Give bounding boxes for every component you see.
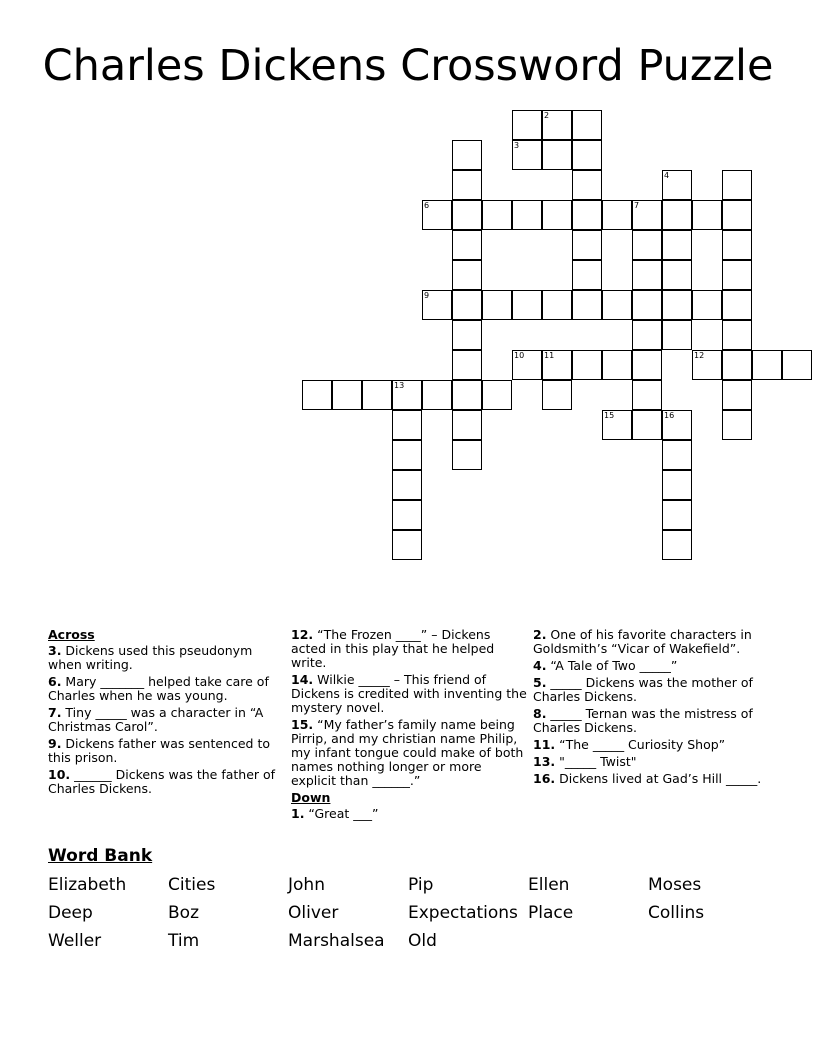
clue-number: 12: [694, 351, 705, 360]
clue-number: 10: [514, 351, 525, 360]
grid-cell[interactable]: [572, 170, 602, 200]
grid-cell[interactable]: [602, 410, 632, 440]
clue-number: 10.: [48, 767, 71, 782]
grid-cell[interactable]: [392, 410, 422, 440]
clue-number: 13: [394, 381, 405, 390]
grid-cell[interactable]: [422, 380, 452, 410]
grid-cell[interactable]: [722, 260, 752, 290]
clue: [291, 673, 527, 715]
word-bank-word: John: [288, 875, 325, 895]
word-bank-title: Word Bank: [48, 846, 153, 866]
clue: [291, 628, 527, 670]
grid-cell[interactable]: [602, 350, 632, 380]
grid-cell[interactable]: [452, 380, 482, 410]
clue-text: Dickens used this pseudonym when writing.: [48, 643, 253, 672]
grid-cell[interactable]: [632, 200, 662, 230]
grid-cell[interactable]: [662, 200, 692, 230]
clue-text: “My father’s family name being Pirrip, and my christian name Philip, my infant tongue could make of both names nothing longer or more explicit than ______.”: [291, 717, 524, 788]
clues-column-1: [48, 628, 284, 799]
grid-cell[interactable]: [662, 410, 692, 440]
word-bank-word: Marshalsea: [288, 931, 385, 951]
clue: [48, 737, 284, 765]
grid-cell[interactable]: [692, 290, 722, 320]
grid-cell[interactable]: [632, 230, 662, 260]
clue: [533, 755, 769, 769]
clue-number: 6: [424, 201, 430, 210]
grid-cell[interactable]: [632, 410, 662, 440]
word-bank-word: Pip: [408, 875, 434, 895]
grid-cell[interactable]: [572, 200, 602, 230]
grid-cell[interactable]: [572, 290, 602, 320]
grid-cell[interactable]: [452, 200, 482, 230]
grid-cell[interactable]: [662, 470, 692, 500]
grid-cell[interactable]: [422, 290, 452, 320]
word-bank-word: Collins: [648, 903, 705, 923]
word-bank-word: Ellen: [528, 875, 570, 895]
grid-cell[interactable]: [392, 380, 422, 410]
clue: [48, 675, 284, 703]
grid-cell[interactable]: [572, 260, 602, 290]
clue-text: Mary _______ helped take care of Charles when he was young.: [48, 674, 269, 703]
grid-cell[interactable]: [692, 200, 722, 230]
clue-text: _____ Dickens was the mother of Charles Dickens.: [533, 675, 753, 704]
clue: [291, 807, 527, 821]
clue: [48, 768, 284, 796]
clue-number: 7: [634, 201, 640, 210]
grid-cell[interactable]: [482, 290, 512, 320]
grid-cell[interactable]: [452, 170, 482, 200]
clue-text: “The _____ Curiosity Shop”: [555, 737, 726, 752]
clue-number: 11: [544, 351, 555, 360]
grid-cell[interactable]: [662, 320, 692, 350]
grid-cell[interactable]: [632, 290, 662, 320]
down-header: Down: [291, 790, 331, 805]
word-bank-word: Elizabeth: [48, 875, 127, 895]
grid-cell[interactable]: [722, 410, 752, 440]
grid-cell[interactable]: [662, 230, 692, 260]
clue-number: 12.: [291, 627, 314, 642]
grid-cell[interactable]: [362, 380, 392, 410]
grid-cell[interactable]: [722, 380, 752, 410]
grid-cell[interactable]: [602, 290, 632, 320]
clue: [533, 707, 769, 735]
grid-cell[interactable]: [392, 470, 422, 500]
clue-number: 13.: [533, 754, 556, 769]
clue-number: 6.: [48, 674, 62, 689]
grid-cell[interactable]: [662, 500, 692, 530]
grid-cell[interactable]: [752, 350, 782, 380]
word-bank-word: Place: [528, 903, 574, 923]
grid-cell[interactable]: [632, 350, 662, 380]
grid-cell[interactable]: [722, 290, 752, 320]
grid-cell[interactable]: [542, 350, 572, 380]
clue-number: 4: [664, 171, 670, 180]
grid-cell[interactable]: [572, 110, 602, 140]
grid-cell[interactable]: [572, 140, 602, 170]
clue-text: "_____ Twist": [555, 754, 637, 769]
grid-cell[interactable]: [572, 230, 602, 260]
grid-cell[interactable]: [392, 530, 422, 560]
clue-number: 9: [424, 291, 430, 300]
clue-number: 2.: [533, 627, 547, 642]
clue-text: Dickens father was sentenced to this prison.: [48, 736, 271, 765]
clue-number: 7.: [48, 705, 62, 720]
grid-cell[interactable]: [662, 260, 692, 290]
clue-number: 9.: [48, 736, 62, 751]
grid-cell[interactable]: [542, 200, 572, 230]
grid-cell[interactable]: [542, 290, 572, 320]
grid-cell[interactable]: [572, 350, 602, 380]
grid-cell[interactable]: [452, 350, 482, 380]
clue-number: 3.: [48, 643, 62, 658]
clue-number: 2: [544, 111, 550, 120]
clue-number: 3: [514, 141, 520, 150]
clue-text: “A Tale of Two _____”: [546, 658, 678, 673]
grid-cell[interactable]: [392, 500, 422, 530]
clue: [533, 628, 769, 656]
grid-cell[interactable]: [512, 290, 542, 320]
clue-number: 1.: [291, 806, 305, 821]
grid-cell[interactable]: [452, 410, 482, 440]
grid-cell[interactable]: [632, 260, 662, 290]
clue-number: 15.: [291, 717, 314, 732]
across-header: Across: [48, 627, 95, 642]
grid-cell[interactable]: [542, 380, 572, 410]
clue-text: Dickens lived at Gad’s Hill _____.: [555, 771, 762, 786]
grid-cell[interactable]: [722, 350, 752, 380]
grid-cell[interactable]: [542, 140, 572, 170]
grid-cell[interactable]: [722, 230, 752, 260]
grid-cell[interactable]: [452, 260, 482, 290]
word-bank-word: Moses: [648, 875, 702, 895]
word-bank-word: Boz: [168, 903, 199, 923]
clue-number: 16.: [533, 771, 556, 786]
clue-text: _____ Ternan was the mistress of Charles Dickens.: [533, 706, 753, 735]
grid-cell[interactable]: [422, 200, 452, 230]
grid-cell[interactable]: [512, 350, 542, 380]
grid-cell[interactable]: [512, 200, 542, 230]
word-bank-word: Expectations: [408, 903, 518, 923]
grid-cell[interactable]: [662, 530, 692, 560]
grid-cell[interactable]: [542, 110, 572, 140]
clue-text: ______ Dickens was the father of Charles Dickens.: [48, 767, 276, 796]
clue-text: Wilkie _____ – This friend of Dickens is credited with inventing the mystery novel.: [291, 672, 527, 715]
grid-cell[interactable]: [782, 350, 812, 380]
clue-number: 11.: [533, 737, 556, 752]
clue: [533, 676, 769, 704]
clue: [291, 718, 527, 788]
grid-cell[interactable]: [722, 200, 752, 230]
clue: [48, 644, 284, 672]
grid-cell[interactable]: [452, 440, 482, 470]
grid-cell[interactable]: [662, 170, 692, 200]
grid-cell[interactable]: [512, 110, 542, 140]
word-bank-word: Deep: [48, 903, 93, 923]
clue-number: 15: [604, 411, 615, 420]
clue-text: Tiny _____ was a character in “A Christmas Carol”.: [48, 705, 264, 734]
clue: [533, 659, 769, 673]
clues-column-2: [291, 628, 527, 824]
grid-cell[interactable]: [632, 320, 662, 350]
grid-cell[interactable]: [662, 290, 692, 320]
grid-cell[interactable]: [332, 380, 362, 410]
clue-number: 8.: [533, 706, 547, 721]
grid-cell[interactable]: [692, 350, 722, 380]
clue-text: One of his favorite characters in Goldsmith’s “Vicar of Wakefield”.: [533, 627, 752, 656]
word-bank-word: Old: [408, 931, 437, 951]
clue: [533, 738, 769, 752]
grid-cell[interactable]: [452, 230, 482, 260]
grid-cell[interactable]: [452, 290, 482, 320]
clue-number: 4.: [533, 658, 547, 673]
word-bank-word: Weller: [48, 931, 102, 951]
grid-cell[interactable]: [452, 140, 482, 170]
word-bank-word: Tim: [168, 931, 200, 951]
clue: [533, 772, 769, 786]
clue-text: “The Frozen ____” – Dickens acted in this play that he helped write.: [291, 627, 495, 670]
grid-cell[interactable]: [662, 440, 692, 470]
clues-column-3: [533, 628, 769, 789]
clue-number: 16: [664, 411, 675, 420]
grid-cell[interactable]: [302, 380, 332, 410]
clue: [48, 706, 284, 734]
grid-cell[interactable]: [512, 140, 542, 170]
word-bank-word: Cities: [168, 875, 216, 895]
grid-cell[interactable]: [722, 170, 752, 200]
grid-cell[interactable]: [632, 380, 662, 410]
page-title: Charles Dickens Crossword Puzzle: [42, 41, 774, 91]
clue-number: 5.: [533, 675, 547, 690]
grid-cell[interactable]: [482, 200, 512, 230]
clue-text: “Great ___”: [304, 806, 379, 821]
grid-cell[interactable]: [602, 200, 632, 230]
grid-cell[interactable]: [392, 440, 422, 470]
word-bank-word: Oliver: [288, 903, 339, 923]
grid-cell[interactable]: [722, 320, 752, 350]
grid-cell[interactable]: [482, 380, 512, 410]
grid-cell[interactable]: [452, 320, 482, 350]
clue-number: 14.: [291, 672, 314, 687]
